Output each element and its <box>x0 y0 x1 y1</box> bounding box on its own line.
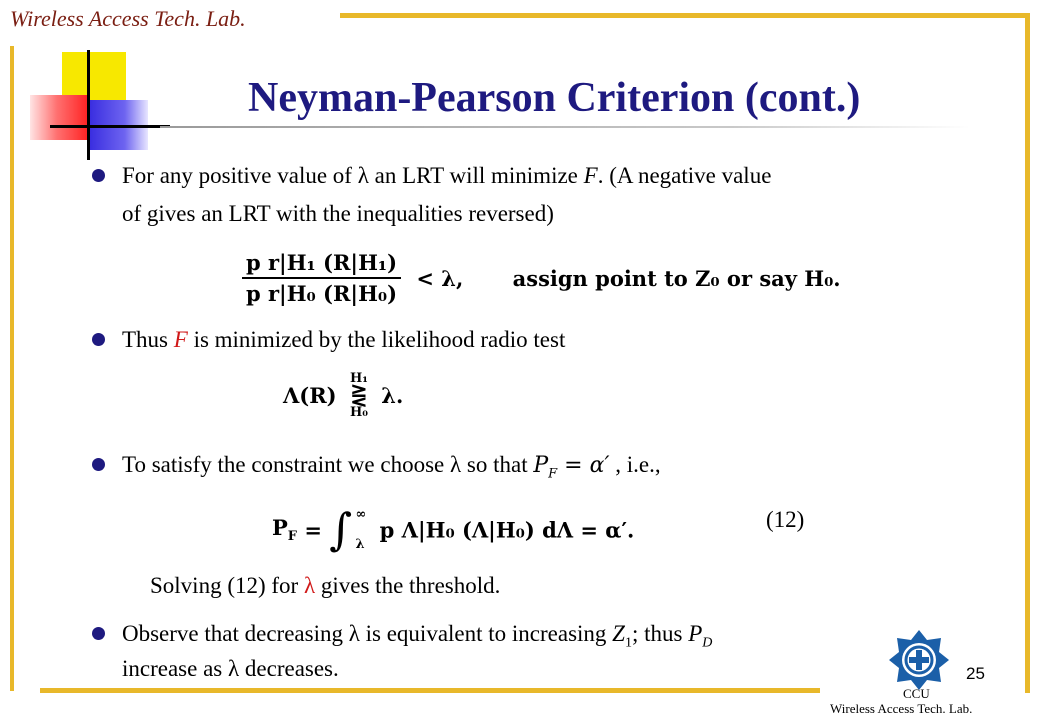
bullet-1-line-1: For any positive value of λ an LRT will minimize F. (A negative value <box>122 163 772 188</box>
decor-red-square <box>30 95 90 140</box>
bullet-2-text: Thus F is minimized by the likelihood radio test <box>122 327 566 352</box>
title-underline <box>160 126 970 128</box>
equation-fraction: $\frac{\text{p r|H₁ (R|H₁)}}{\text{p r|H₀ (R|H₀)}}$ <box>242 250 401 306</box>
frame-right-line <box>1025 13 1030 693</box>
frame-top-line <box>340 13 1030 18</box>
bullet-dot-icon <box>92 169 105 182</box>
hypothesis-comparison: H₁ ⋛ H₀ <box>349 371 368 420</box>
lab-name-footer: Wireless Access Tech. Lab. <box>830 701 973 716</box>
integral-limits: ∞ λ <box>355 507 367 552</box>
bullet-4-line-2: increase as λ decreases. <box>122 656 339 681</box>
bullet-4-line-1: Observe that decreasing λ is equivalent to increasing $Z_1$; thus $P_D$ <box>122 621 713 651</box>
ccu-label: CCU <box>903 686 930 701</box>
bullet-dot-icon <box>92 333 105 346</box>
solving-line: Solving (12) for λ gives the threshold. <box>150 573 501 598</box>
equation-false-alarm-integral: $P_F$ = ∫ ∞ λ p Λ|H₀ (Λ|H₀) dΛ = α′. <box>272 500 634 560</box>
decor-vertical-line <box>87 50 90 160</box>
bullet-3-text: To satisfy the constraint we choose λ so that $P_F = \alpha'$ , i.e., <box>122 452 661 482</box>
decor-horizontal-line <box>50 125 170 128</box>
equation-number: (12) <box>766 507 805 532</box>
ccu-emblem-icon <box>887 628 951 692</box>
equation-likelihood-ratio-test: Λ(R) H₁ ⋛ H₀ λ. <box>283 371 404 420</box>
bullet-dot-icon <box>92 458 105 471</box>
inline-equation: $P_F = \alpha'$ <box>533 453 610 482</box>
frame-left-line <box>10 46 14 691</box>
integral-sign: ∫ <box>329 504 353 556</box>
bullet-1-line-2: of gives an LRT with the inequalities reversed) <box>122 201 554 226</box>
frame-bottom-line <box>40 688 820 693</box>
lab-name-header: Wireless Access Tech. Lab. <box>10 6 246 31</box>
page-number: 25 <box>966 664 985 683</box>
equation-lrt-decision: $\frac{\text{p r|H₁ (R|H₁)}}{\text{p r|H₀ (R|H₀)}}$ < λ, assign point to Z₀ or say H₀. <box>242 250 841 306</box>
bullet-dot-icon <box>92 627 105 640</box>
slide-title: Neyman-Pearson Criterion (cont.) <box>248 75 861 121</box>
